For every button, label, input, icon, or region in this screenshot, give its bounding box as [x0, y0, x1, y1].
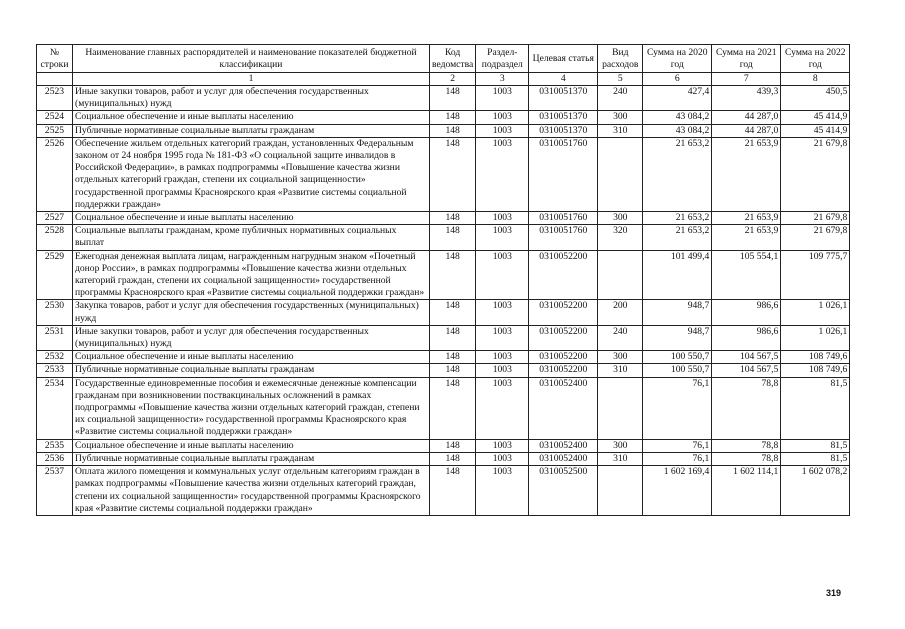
row-number: 2533: [37, 364, 73, 377]
sum-2021: 104 567,5: [712, 351, 781, 364]
sum-2021: 44 287,0: [712, 124, 781, 137]
table-body: [37, 86, 850, 516]
expense-type: 240: [598, 325, 643, 350]
row-number: 2523: [37, 86, 73, 111]
target-article: 0310052400: [529, 452, 598, 465]
header-name: Наименование главных распорядителей и наименование показателей бюджетной классификации: [73, 45, 430, 73]
section-code: 1003: [476, 86, 529, 111]
target-article: 0310051760: [529, 137, 598, 211]
sum-2022: 1 602 078,2: [781, 466, 850, 516]
section-code: 1003: [476, 300, 529, 325]
sum-2022: 450,5: [781, 86, 850, 111]
indicator-name: Государственные единовременные пособия и ежемесячные денежные компенсации гражданам при возникновении поствакцинальных осложнений в рамках подпрограммы «Повышение качества жизни отдельных категорий граждан, степени их социальной защищенности» государственной программы Красноярского края «Развитие системы социальной поддержки граждан»: [73, 377, 430, 439]
department-code: 148: [430, 452, 476, 465]
table-row: [37, 124, 850, 137]
sum-2020: 948,7: [643, 325, 712, 350]
indicator-name: Социальное обеспечение и иные выплаты населению: [73, 439, 430, 452]
department-code: 148: [430, 86, 476, 111]
table-row: [37, 212, 850, 225]
expense-type: 310: [598, 364, 643, 377]
department-code: 148: [430, 137, 476, 211]
sum-2020: 21 653,2: [643, 225, 712, 250]
sum-2022: 108 749,6: [781, 364, 850, 377]
indicator-name: Оплата жилого помещения и коммунальных услуг отдельным категориям граждан в рамках подпрограммы «Повышение качества жизни отдельных категорий граждан, степени их социальной защищенности» государственной программы Красноярского края «Развитие системы социальной поддержки граждан»: [73, 466, 430, 516]
section-code: 1003: [476, 351, 529, 364]
target-article: 0310052200: [529, 250, 598, 300]
header-section: Раздел-подраздел: [476, 45, 529, 73]
budget-table-sheet: [36, 44, 850, 516]
target-article: 0310052400: [529, 377, 598, 439]
table-row: [37, 364, 850, 377]
section-code: 1003: [476, 466, 529, 516]
section-code: 1003: [476, 137, 529, 211]
section-code: 1003: [476, 225, 529, 250]
target-article: 0310052500: [529, 466, 598, 516]
row-number: 2530: [37, 300, 73, 325]
department-code: 148: [430, 124, 476, 137]
header-sum-2022: Сумма на 2022 год: [781, 45, 850, 73]
indicator-name: Публичные нормативные социальные выплаты гражданам: [73, 124, 430, 137]
indicator-name: Публичные нормативные социальные выплаты гражданам: [73, 364, 430, 377]
row-number: 2529: [37, 250, 73, 300]
section-code: 1003: [476, 439, 529, 452]
sum-2021: 21 653,9: [712, 137, 781, 211]
expense-type: [598, 377, 643, 439]
sum-2022: 81,5: [781, 452, 850, 465]
department-code: 148: [430, 225, 476, 250]
section-code: 1003: [476, 325, 529, 350]
column-number-row: [37, 73, 850, 86]
sum-2022: 109 775,7: [781, 250, 850, 300]
sum-2021: 44 287,0: [712, 111, 781, 124]
sum-2020: 427,4: [643, 86, 712, 111]
column-number: 7: [712, 73, 781, 86]
page-number: 319: [826, 588, 842, 598]
row-number: 2526: [37, 137, 73, 211]
table-header-row: [37, 45, 850, 73]
indicator-name: Иные закупки товаров, работ и услуг для обеспечения государственных (муниципальных) нужд: [73, 325, 430, 350]
sum-2021: 78,8: [712, 377, 781, 439]
sum-2021: 439,3: [712, 86, 781, 111]
header-sum-2020: Сумма на 2020 год: [643, 45, 712, 73]
budget-table: [36, 44, 850, 516]
indicator-name: Ежегодная денежная выплата лицам, награжденным нагрудным знаком «Почетный донор России», в рамках подпрограммы «Повышение качества жизни отдельных категорий граждан, степени их социальной защищенности» государственной программы Красноярского края «Развитие системы социальной поддержки граждан»: [73, 250, 430, 300]
row-number: 2531: [37, 325, 73, 350]
department-code: 148: [430, 325, 476, 350]
section-code: 1003: [476, 212, 529, 225]
row-number: 2528: [37, 225, 73, 250]
sum-2022: 108 749,6: [781, 351, 850, 364]
indicator-name: Обеспечение жильем отдельных категорий граждан, установленных Федеральным законом от 24 ноября 1995 года № 181-ФЗ «О социальной защите инвалидов в Российской Федерации», в рамках подпрограммы «Повышение качества жизни отдельных категорий граждан, степени их социальной защищенности» государственной программы Красноярского края «Развитие системы социальной поддержки граждан»: [73, 137, 430, 211]
table-row: [37, 137, 850, 211]
department-code: 148: [430, 466, 476, 516]
header-sum-2021: Сумма на 2021 год: [712, 45, 781, 73]
row-number: 2532: [37, 351, 73, 364]
sum-2020: 76,1: [643, 452, 712, 465]
sum-2020: 21 653,2: [643, 212, 712, 225]
expense-type: 300: [598, 212, 643, 225]
table-row: [37, 225, 850, 250]
target-article: 0310051760: [529, 225, 598, 250]
header-department-code: Код ведомства: [430, 45, 476, 73]
target-article: 0310051760: [529, 212, 598, 225]
sum-2020: 76,1: [643, 439, 712, 452]
section-code: 1003: [476, 452, 529, 465]
column-number: [37, 73, 73, 86]
table-row: [37, 86, 850, 111]
table-row: [37, 111, 850, 124]
sum-2021: 1 602 114,1: [712, 466, 781, 516]
sum-2022: 81,5: [781, 377, 850, 439]
table-row: [37, 466, 850, 516]
indicator-name: Иные закупки товаров, работ и услуг для обеспечения государственных (муниципальных) нужд: [73, 86, 430, 111]
expense-type: 320: [598, 225, 643, 250]
target-article: 0310051370: [529, 111, 598, 124]
indicator-name: Социальное обеспечение и иные выплаты населению: [73, 111, 430, 124]
department-code: 148: [430, 364, 476, 377]
sum-2020: 76,1: [643, 377, 712, 439]
column-number: 3: [476, 73, 529, 86]
expense-type: 310: [598, 124, 643, 137]
sum-2020: 43 084,2: [643, 111, 712, 124]
department-code: 148: [430, 111, 476, 124]
sum-2020: 43 084,2: [643, 124, 712, 137]
expense-type: [598, 137, 643, 211]
expense-type: 300: [598, 439, 643, 452]
section-code: 1003: [476, 124, 529, 137]
row-number: 2536: [37, 452, 73, 465]
department-code: 148: [430, 250, 476, 300]
sum-2021: 986,6: [712, 300, 781, 325]
row-number: 2535: [37, 439, 73, 452]
sum-2022: 21 679,8: [781, 225, 850, 250]
expense-type: 200: [598, 300, 643, 325]
column-number: 5: [598, 73, 643, 86]
target-article: 0310052200: [529, 364, 598, 377]
column-number: 4: [529, 73, 598, 86]
row-number: 2537: [37, 466, 73, 516]
header-expense-type: Вид расходов: [598, 45, 643, 73]
sum-2021: 986,6: [712, 325, 781, 350]
row-number: 2525: [37, 124, 73, 137]
indicator-name: Социальные выплаты гражданам, кроме публичных нормативных социальных выплат: [73, 225, 430, 250]
target-article: 0310052200: [529, 351, 598, 364]
header-row-number: № строки: [37, 45, 73, 73]
sum-2021: 78,8: [712, 452, 781, 465]
table-row: [37, 250, 850, 300]
sum-2020: 100 550,7: [643, 351, 712, 364]
sum-2022: 21 679,8: [781, 212, 850, 225]
target-article: 0310052200: [529, 300, 598, 325]
indicator-name: Социальное обеспечение и иные выплаты населению: [73, 351, 430, 364]
target-article: 0310051370: [529, 86, 598, 111]
column-number: 1: [73, 73, 430, 86]
row-number: 2527: [37, 212, 73, 225]
department-code: 148: [430, 212, 476, 225]
row-number: 2534: [37, 377, 73, 439]
sum-2021: 78,8: [712, 439, 781, 452]
sum-2022: 45 414,9: [781, 124, 850, 137]
table-row: [37, 377, 850, 439]
expense-type: 240: [598, 86, 643, 111]
section-code: 1003: [476, 377, 529, 439]
sum-2021: 21 653,9: [712, 212, 781, 225]
table-row: [37, 351, 850, 364]
department-code: 148: [430, 300, 476, 325]
department-code: 148: [430, 439, 476, 452]
section-code: 1003: [476, 250, 529, 300]
sum-2022: 21 679,8: [781, 137, 850, 211]
table-row: [37, 325, 850, 350]
target-article: 0310051370: [529, 124, 598, 137]
sum-2022: 1 026,1: [781, 325, 850, 350]
column-number: 6: [643, 73, 712, 86]
header-target-article: Целевая статья: [529, 45, 598, 73]
expense-type: [598, 250, 643, 300]
expense-type: 300: [598, 351, 643, 364]
sum-2022: 81,5: [781, 439, 850, 452]
expense-type: 300: [598, 111, 643, 124]
row-number: 2524: [37, 111, 73, 124]
indicator-name: Закупка товаров, работ и услуг для обеспечения государственных (муниципальных) нужд: [73, 300, 430, 325]
sum-2021: 21 653,9: [712, 225, 781, 250]
indicator-name: Социальное обеспечение и иные выплаты населению: [73, 212, 430, 225]
table-row: [37, 300, 850, 325]
sum-2020: 101 499,4: [643, 250, 712, 300]
sum-2022: 45 414,9: [781, 111, 850, 124]
sum-2020: 1 602 169,4: [643, 466, 712, 516]
table-row: [37, 439, 850, 452]
section-code: 1003: [476, 111, 529, 124]
sum-2020: 948,7: [643, 300, 712, 325]
department-code: 148: [430, 377, 476, 439]
column-number: 8: [781, 73, 850, 86]
expense-type: 310: [598, 452, 643, 465]
sum-2021: 105 554,1: [712, 250, 781, 300]
table-row: [37, 452, 850, 465]
sum-2022: 1 026,1: [781, 300, 850, 325]
section-code: 1003: [476, 364, 529, 377]
sum-2020: 21 653,2: [643, 137, 712, 211]
target-article: 0310052400: [529, 439, 598, 452]
sum-2021: 104 567,5: [712, 364, 781, 377]
column-number: 2: [430, 73, 476, 86]
indicator-name: Публичные нормативные социальные выплаты гражданам: [73, 452, 430, 465]
sum-2020: 100 550,7: [643, 364, 712, 377]
department-code: 148: [430, 351, 476, 364]
target-article: 0310052200: [529, 325, 598, 350]
expense-type: [598, 466, 643, 516]
